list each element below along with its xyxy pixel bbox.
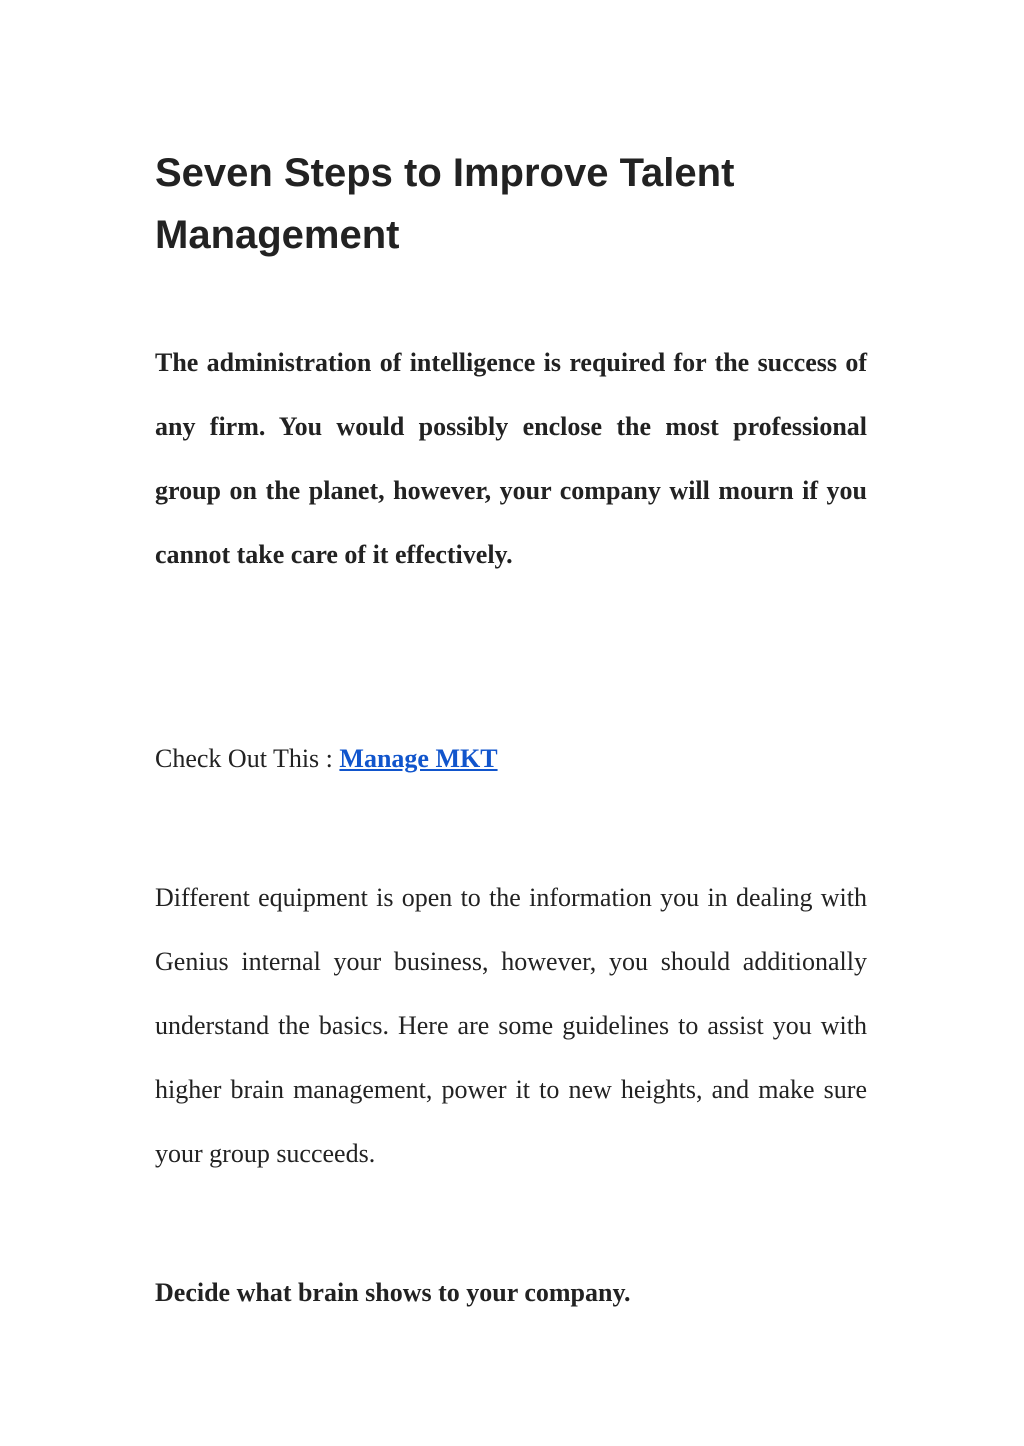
page-title: Seven Steps to Improve Talent Management xyxy=(155,151,735,257)
check-out-line xyxy=(155,727,867,791)
manage-mkt-link[interactable]: Manage MKT xyxy=(339,744,498,773)
check-out-prefix: Check Out This : xyxy=(155,744,340,773)
intro-paragraph: The administration of intelligence is required for the success of any firm. You would possibly enclose the most professional group on the planet, however, your company will mourn if you cannot take care of it effectively. xyxy=(155,348,867,569)
section-subheading: Decide what brain shows to your company. xyxy=(155,1278,631,1307)
body-paragraph: Different equipment is open to the information you in dealing with Genius internal your business, however, you should additionally understand the basics. Here are some guidelines to assist you with higher brain management, power it to new heights, and make sure your group succeeds. xyxy=(155,883,867,1168)
